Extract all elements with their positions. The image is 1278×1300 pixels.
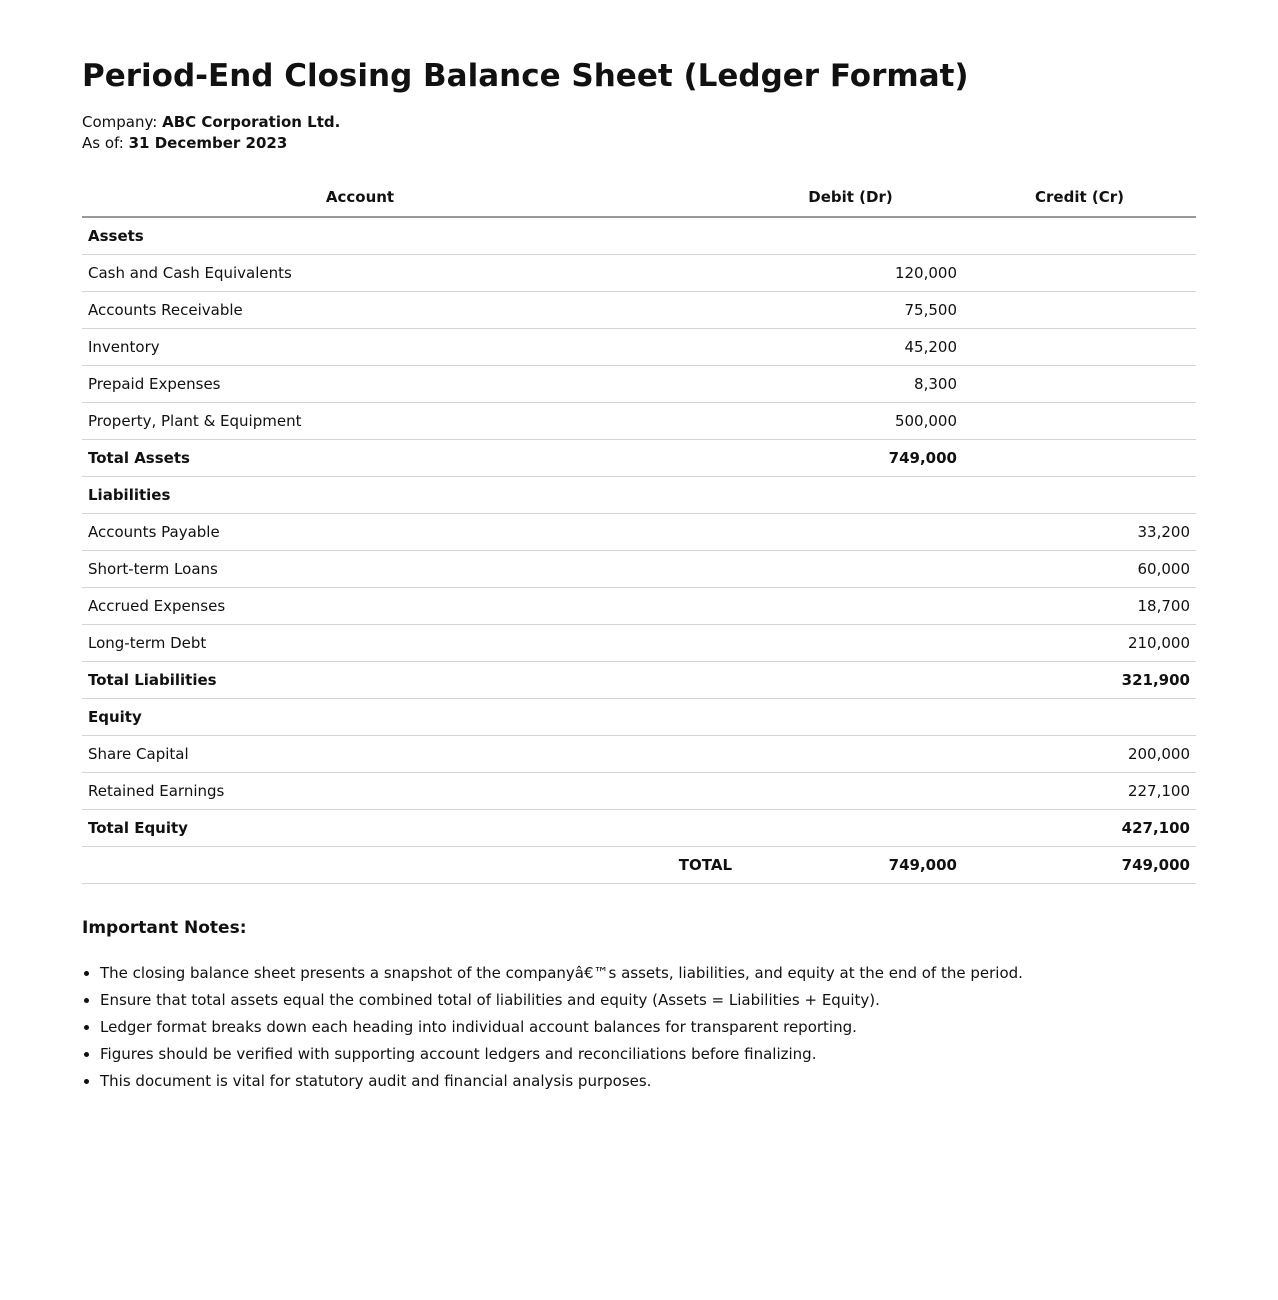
company-line <box>82 112 1196 133</box>
account-name: Cash and Cash Equivalents <box>82 254 638 291</box>
table-row <box>82 587 1196 624</box>
total-label: Total Assets <box>82 439 638 476</box>
spacer-cell <box>638 439 738 476</box>
spacer-cell <box>638 661 738 698</box>
account-name: Short-term Loans <box>82 550 638 587</box>
account-name: Share Capital <box>82 735 638 772</box>
credit-cell: 227,100 <box>963 772 1196 809</box>
debit-cell <box>738 624 963 661</box>
page-title: Period-End Closing Balance Sheet (Ledger Format) <box>82 58 969 94</box>
account-column-header: Account <box>82 178 638 217</box>
spacer-cell <box>638 254 738 291</box>
debit-cell <box>738 550 963 587</box>
section-row-liabilities <box>82 476 1196 513</box>
spacer-column-header <box>638 178 738 217</box>
credit-cell <box>963 291 1196 328</box>
company-name: ABC Corporation Ltd. <box>162 113 341 131</box>
as-of-date: 31 December 2023 <box>128 134 288 152</box>
credit-cell <box>963 402 1196 439</box>
account-name: Long-term Debt <box>82 624 638 661</box>
debit-cell <box>738 587 963 624</box>
table-row <box>82 735 1196 772</box>
table-row <box>82 513 1196 550</box>
total-liabilities-row <box>82 661 1196 698</box>
account-name: Inventory <box>82 328 638 365</box>
spacer-cell <box>638 772 738 809</box>
account-name: Accounts Payable <box>82 513 638 550</box>
as-of-line <box>82 133 1196 154</box>
spacer-cell <box>638 735 738 772</box>
account-name: Accounts Receivable <box>82 291 638 328</box>
credit-cell <box>963 254 1196 291</box>
table-row <box>82 365 1196 402</box>
account-name: Prepaid Expenses <box>82 365 638 402</box>
section-heading: Equity <box>82 698 1196 735</box>
debit-cell: 75,500 <box>738 291 963 328</box>
grand-total-label: TOTAL <box>638 846 738 883</box>
table-row <box>82 254 1196 291</box>
notes-heading: Important Notes: <box>82 917 247 938</box>
spacer-cell <box>638 291 738 328</box>
list-item: • This document is vital for statutory audit and financial analysis purposes. <box>100 1068 1196 1095</box>
debit-column-header: Debit (Dr) <box>738 178 963 217</box>
debit-total <box>738 661 963 698</box>
credit-cell: 200,000 <box>963 735 1196 772</box>
credit-total: 427,100 <box>963 809 1196 846</box>
spacer-cell <box>638 513 738 550</box>
list-item: • Figures should be verified with supporting account ledgers and reconciliations before finalizing. <box>100 1041 1196 1068</box>
debit-cell: 500,000 <box>738 402 963 439</box>
section-heading: Liabilities <box>82 476 1196 513</box>
grand-total-empty-cell <box>82 846 638 883</box>
debit-cell: 8,300 <box>738 365 963 402</box>
credit-column-header: Credit (Cr) <box>963 178 1196 217</box>
spacer-cell <box>638 624 738 661</box>
debit-total: 749,000 <box>738 439 963 476</box>
table-row <box>82 772 1196 809</box>
ledger-table <box>82 178 1196 884</box>
spacer-cell <box>638 328 738 365</box>
account-name: Accrued Expenses <box>82 587 638 624</box>
table-row <box>82 550 1196 587</box>
grand-total-debit: 749,000 <box>738 846 963 883</box>
table-header-row <box>82 178 1196 217</box>
notes-list <box>82 960 1196 1095</box>
list-item: • Ensure that total assets equal the combined total of liabilities and equity (Assets = Liabilities + Equity). <box>100 987 1196 1014</box>
section-heading: Assets <box>82 217 1196 254</box>
credit-cell: 33,200 <box>963 513 1196 550</box>
account-name: Property, Plant & Equipment <box>82 402 638 439</box>
list-item: • The closing balance sheet presents a snapshot of the companyâ€™s assets, liabilities, and equity at the end of the period. <box>100 960 1196 987</box>
company-label: Company: <box>82 113 158 131</box>
credit-cell: 210,000 <box>963 624 1196 661</box>
spacer-cell <box>638 550 738 587</box>
table-row <box>82 328 1196 365</box>
list-item: • Ledger format breaks down each heading into individual account balances for transparent reporting. <box>100 1014 1196 1041</box>
total-assets-row <box>82 439 1196 476</box>
total-label: Total Equity <box>82 809 638 846</box>
account-name: Retained Earnings <box>82 772 638 809</box>
debit-cell: 45,200 <box>738 328 963 365</box>
section-row-equity <box>82 698 1196 735</box>
table-row <box>82 624 1196 661</box>
ledger-body <box>82 217 1196 883</box>
spacer-cell <box>638 809 738 846</box>
grand-total-row <box>82 846 1196 883</box>
total-equity-row <box>82 809 1196 846</box>
total-label: Total Liabilities <box>82 661 638 698</box>
credit-cell: 60,000 <box>963 550 1196 587</box>
debit-cell <box>738 513 963 550</box>
credit-total <box>963 439 1196 476</box>
credit-cell <box>963 328 1196 365</box>
credit-cell: 18,700 <box>963 587 1196 624</box>
spacer-cell <box>638 587 738 624</box>
table-row <box>82 291 1196 328</box>
debit-cell <box>738 772 963 809</box>
credit-total: 321,900 <box>963 661 1196 698</box>
table-row <box>82 402 1196 439</box>
credit-cell <box>963 365 1196 402</box>
debit-total <box>738 809 963 846</box>
section-row-assets <box>82 217 1196 254</box>
spacer-cell <box>638 365 738 402</box>
as-of-label: As of: <box>82 134 124 152</box>
debit-cell: 120,000 <box>738 254 963 291</box>
debit-cell <box>738 735 963 772</box>
spacer-cell <box>638 402 738 439</box>
grand-total-credit: 749,000 <box>963 846 1196 883</box>
